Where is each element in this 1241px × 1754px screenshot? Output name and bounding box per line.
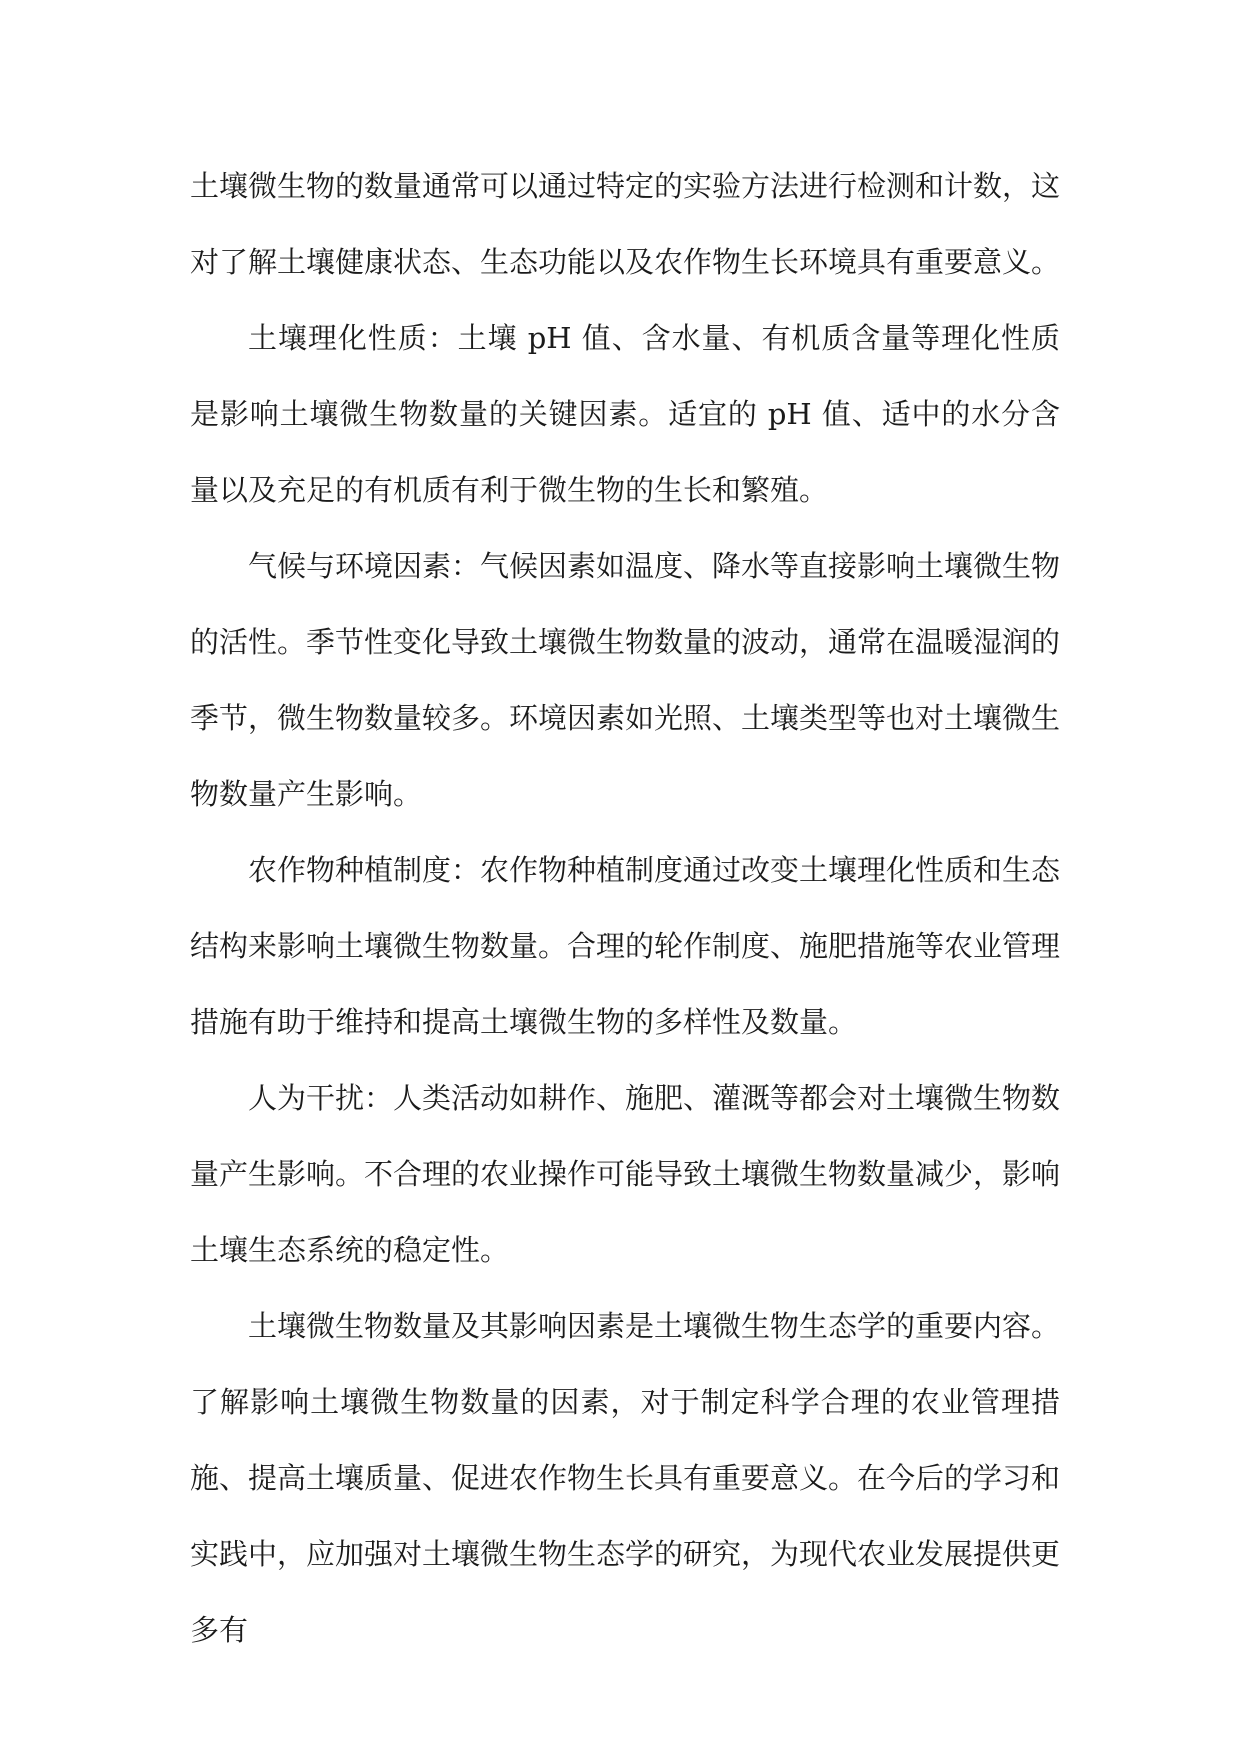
paragraph-conclusion: 土壤微生物数量及其影响因素是土壤微生物生态学的重要内容。了解影响土壤微生物数量的因素，对于制定科学合理的农业管理措施、提高土壤质量、促进农作物生长具有重要意义。在今后的学习和实践中，应加强对土壤微生物生态学的研究，为现代农业发展提供更多有: [190, 1309, 1061, 1647]
paragraph-human-disturbance: 人为干扰：人类活动如耕作、施肥、灌溉等都会对土壤微生物数量产生影响。不合理的农业操作可能导致土壤微生物数量减少，影响土壤生态系统的稳定性。: [190, 1081, 1061, 1267]
paragraph-soil-properties: 土壤理化性质：土壤 pH 值、含水量、有机质含量等理化性质是影响土壤微生物数量的关键因素。适宜的 pH 值、适中的水分含量以及充足的有机质有利于微生物的生长和繁殖。: [190, 321, 1060, 507]
paragraph-cropping-system: 农作物种植制度：农作物种植制度通过改变土壤理化性质和生态结构来影响土壤微生物数量。合理的轮作制度、施肥措施等农业管理措施有助于维持和提高土壤微生物的多样性及数量。: [190, 853, 1061, 1039]
paragraph-climate-environment: 气候与环境因素：气候因素如温度、降水等直接影响土壤微生物的活性。季节性变化导致土壤微生物数量的波动，通常在温暖湿润的季节，微生物数量较多。环境因素如光照、土壤类型等也对土壤微生物数量产生影响。: [190, 549, 1061, 811]
paragraph-continuation: 土壤微生物的数量通常可以通过特定的实验方法进行检测和计数，这对了解土壤健康状态、生态功能以及农作物生长环境具有重要意义。: [190, 169, 1061, 279]
document-body: [190, 148, 1060, 1668]
